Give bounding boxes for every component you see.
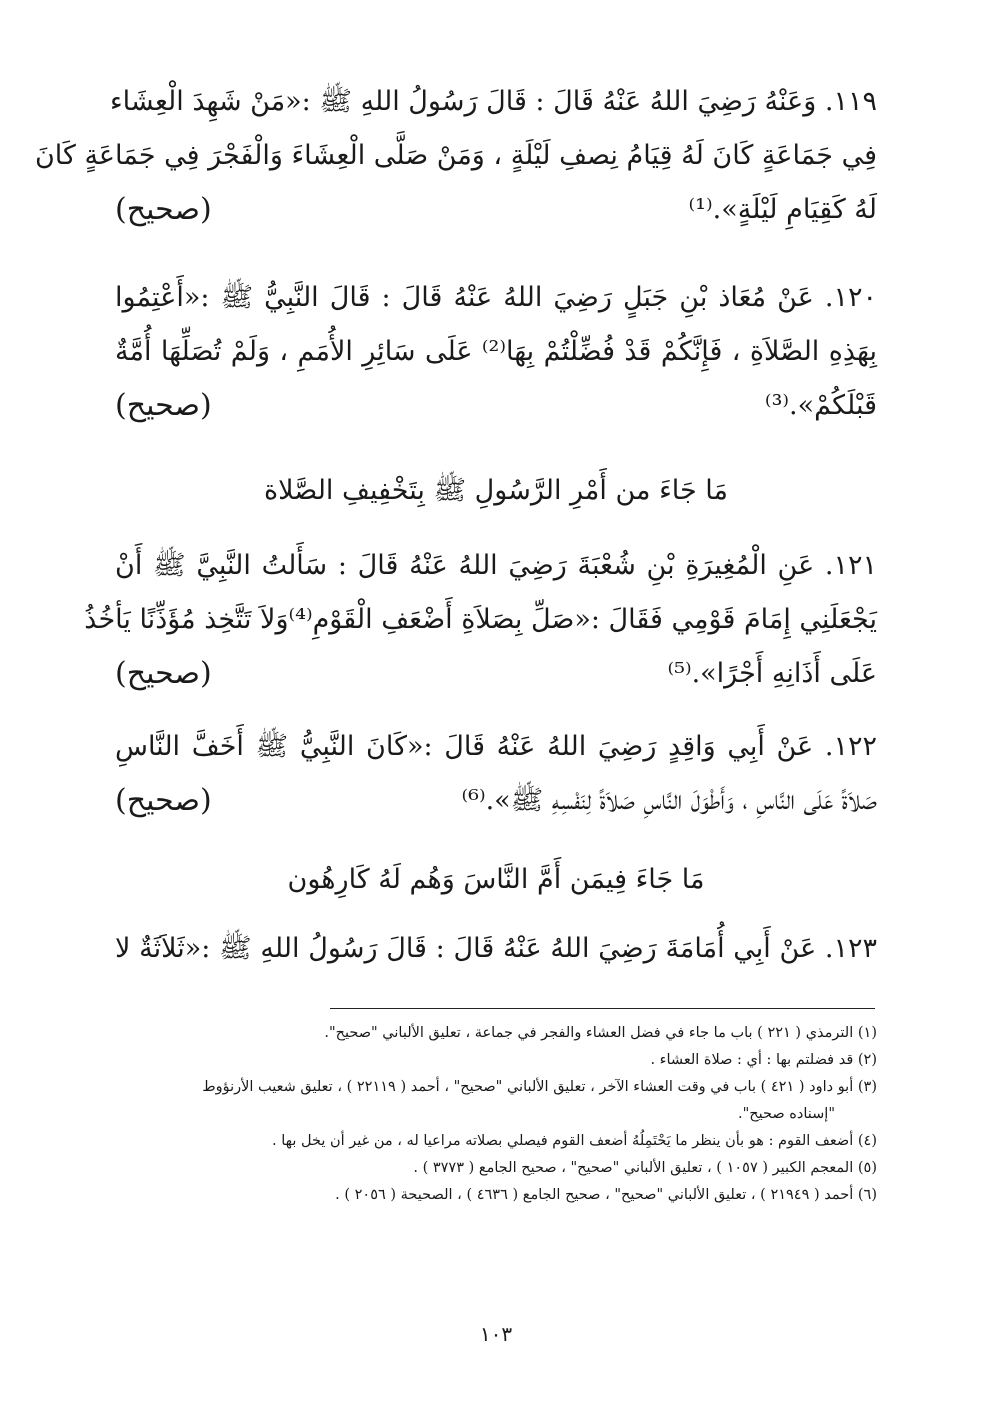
- footnotes: [115, 1020, 877, 1209]
- hadith-line: فِي جَمَاعَةٍ كَانَ لَهُ قِيَامُ نِصفِ لَيْلَةٍ ، وَمَنْ صَلَّى الْعِشَاءَ وَالْفَجْرَ فِي جَمَاعَةٍ كَانَ: [34, 140, 877, 171]
- page-number: ١٠٣: [479, 1322, 513, 1346]
- footnote: (٤) أضعف القوم : هو بأن ينظر ما يَحْتَمِلُهُ أضعف القوم فيصلي بصلاته مراعيا له ، من غير أن يخل بها .: [272, 1133, 877, 1149]
- hadith-121: [84, 539, 877, 701]
- grade-label: (صحيح): [115, 656, 212, 691]
- hadith-line: ١٢٢. عَنْ أَبِي وَاقِدٍ رَضِيَ اللهُ عَنْهُ قَالَ :«كَانَ النَّبِيُّ ﷺ أَخَفَّ النَّاسِ: [115, 731, 877, 762]
- hadith-line: ١١٩. وَعَنْهُ رَضِيَ اللهُ عَنْهُ قَالَ : قَالَ رَسُولُ اللهِ ﷺ :«مَنْ شَهِدَ الْعِشَاء: [109, 86, 877, 117]
- hadith-123: [115, 922, 877, 976]
- footnote: (٢) قد فضلتم بها : أي : صلاة العشاء .: [650, 1052, 877, 1068]
- section-heading: مَا جَاءَ فِيمَن أَمَّ النَّاسَ وَهُم لَهُ كَارِهُون: [287, 864, 705, 895]
- hadith-line: ١٢١. عَنِ الْمُغِيرَةِ بْنِ شُعْبَةَ رَضِيَ اللهُ عَنْهُ قَالَ : سَأَلتُ النَّبِيَّ ﷺ أَنْ: [115, 550, 877, 581]
- hadith-line: ١٢٣. عَنْ أَبِي أُمَامَةَ رَضِيَ اللهُ عَنْهُ قَالَ : قَالَ رَسُولُ اللهِ ﷺ :«ثَلاَثَةٌ لا: [115, 933, 877, 964]
- hadith-line-text: لَهُ كَقِيَامِ لَيْلَةٍ».⁽¹⁾: [688, 194, 877, 225]
- footnote: (٥) المعجم الكبير ( ١٠٥٧ ) ، تعليق الألباني "صحيح" ، صحيح الجامع ( ٣٧٧٣ ) .: [413, 1160, 877, 1176]
- grade-label: (صحيح): [115, 388, 212, 423]
- hadith-line: [115, 183, 877, 237]
- section-heading: مَا جَاءَ من أَمْرِ الرَّسُولِ ﷺ بِتَخْفِيفِ الصَّلاة: [264, 475, 728, 506]
- hadith-line: بِهَذِهِ الصَّلاَةِ ، فَإِنَّكُمْ قَدْ فُضِّلْتُمْ بِهَا⁽²⁾ عَلَى سَائِرِ الأُمَمِ ، وَلَمْ تُصَلِّهَا أُمَّةٌ: [115, 336, 877, 367]
- hadith-line-text: صَلاَةً عَلَى النَّاسِ ، وَأَطْوَلَ النَّاسِ صَلاَةً لِنَفْسِهِ ﷺ».⁽⁶⁾: [461, 785, 877, 816]
- grade-label: (صحيح): [115, 192, 212, 227]
- hadith-line: ١٢٠. عَنْ مُعَاذ بْنِ جَبَلٍ رَضِيَ اللهُ عَنْهُ قَالَ : قَالَ النَّبِيُّ ﷺ :«أَعْتِمُوا: [115, 282, 877, 313]
- footnote-continuation: "إسناده صحيح".: [738, 1106, 835, 1122]
- hadith-line-text: قَبْلَكُمْ».⁽³⁾: [764, 390, 877, 421]
- hadith-line: [115, 379, 877, 433]
- footnote: (١) الترمذي ( ٢٢١ ) باب ما جاء في فضل العشاء والفجر في جماعة ، تعليق الألباني "صحيح".: [324, 1025, 877, 1041]
- hadith-line: [115, 647, 877, 701]
- hadith-line-text: عَلَى أَذَانِهِ أَجْرًا».⁽⁵⁾: [667, 658, 877, 689]
- grade-label: (صحيح): [115, 783, 212, 818]
- hadith-122: [115, 720, 877, 828]
- hadith-line: يَجْعَلَنِي إِمَامَ قَوْمِي فَقَالَ :«صَلِّ بِصَلاَةِ أَضْعَفِ الْقَوْمِ⁽⁴⁾وَلاَ تَتَّخِذ مُؤَذِّنًا يَأخُذُ: [84, 604, 877, 635]
- hadith-120: [115, 271, 877, 433]
- footnote: (٣) أبو داود ( ٤٢١ ) باب في وقت العشاء الآخر ، تعليق الألباني "صحيح" ، أحمد ( ٢٢١١٩ ) ، تعليق شعيب الأرنؤوط: [202, 1079, 877, 1095]
- hadith-line: [115, 774, 877, 828]
- footnote: (٦) أحمد ( ٢١٩٤٩ ) ، تعليق الألباني "صحيح" ، صحيح الجامع ( ٤٦٣٦ ) ، الصحيحة ( ٢٠٥٦ ) .: [335, 1187, 877, 1203]
- footnote-separator: [330, 1008, 875, 1009]
- hadith-119: [34, 75, 877, 237]
